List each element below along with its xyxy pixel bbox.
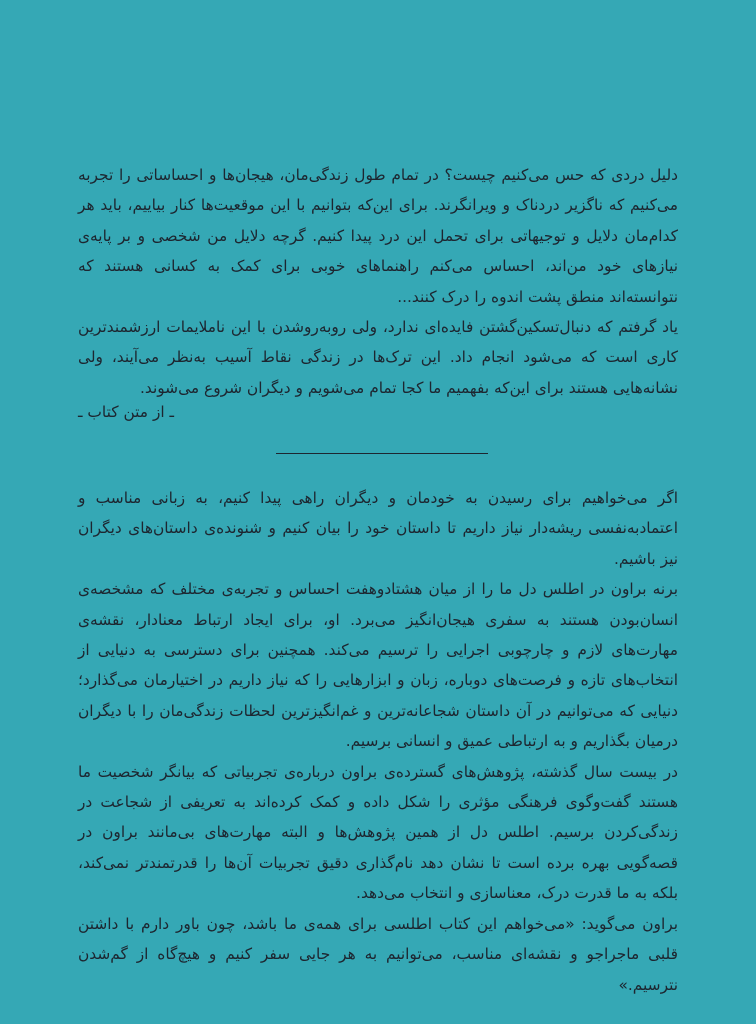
description-paragraph-1: اگر می‌خواهیم برای رسیدن به خودمان و دیگران راهی پیدا کنیم، به زبانی مناسب و اعتمادبه‌نفسی ریشه‌دار نیاز داریم تا داستان خود را بیان کنیم و شنونده‌ی داستان‌های دیگران نیز باشیم. [78,489,678,568]
excerpt-paragraph-1: دلیل دردی که حس می‌کنیم چیست؟ در تمام طول زندگی‌مان، هیجان‌ها و احساساتی را تجربه می‌کنیم که ناگزیر دردناک و ویرانگرند. برای این‌که بتوانیم با این موقعیت‌ها کنار بیاییم، باید هر کدام‌مان دلایل و توجیهاتی برای تحمل این درد پیدا کنیم. گرچه دلایل من شخصی و بر پایه‌ی نیازهای خود من‌اند، احساس می‌کنم راهنماهای خوبی برای کمک به کسانی هستند که نتوانسته‌اند منطق پشت اندوه را درک کنند... [78,166,678,306]
book-description [78,483,678,1000]
section-divider [276,453,488,454]
description-paragraph-4: براون می‌گوید: «می‌خواهم این کتاب اطلسی برای همه‌ی ما باشد، چون باور دارم با داشتن قلبی ماجراجو و نقشه‌ای مناسب، می‌توانیم به هر جایی سفر کنیم و هیچ‌گاه از گم‌شدن نترسیم.» [78,914,678,994]
description-paragraph-3: در بیست سال گذشته، پژوهش‌های گسترده‌ی براون درباره‌ی تجربیاتی که بیانگر شخصیت ما هستند گفت‌وگوی فرهنگی مؤثری را شکل داده و کمک کرده‌اند به تعریفی از شجاعت در زندگی‌کردن برسیم. اطلس دل از همین پژوهش‌ها و البته مهارت‌های بی‌مانند براون در قصه‌گویی بهره برده است تا نشان دهد نام‌گذاری دقیق تجربیات آن‌ها را قدرتمندتر نمی‌کند، بلکه به ما قدرت درک، معناسازی و انتخاب می‌دهد. [78,762,678,903]
book-excerpt [78,160,678,403]
excerpt-paragraph-2: یاد گرفتم که دنبال‌تسکین‌گشتن فایده‌ای ندارد، ولی روبه‌روشدن با این ناملایمات ارزشمندترین کاری است که می‌شود انجام داد. این ترک‌ها در زندگی نقاط آسیب به‌نظر می‌آیند، ولی نشانه‌هایی هستند برای این‌که بفهمیم ما کجا تمام می‌شویم و دیگران شروع می‌شوند. [78,318,678,397]
excerpt-attribution: ـ از متن کتاب ـ [78,403,175,421]
description-paragraph-2: برنه براون در اطلس دل ما را از میان هشتادوهفت احساس و تجربه‌ی مختلف که مشخصه‌ی انسان‌بودن هستند به سفری هیجان‌انگیز می‌برد. او، برای ایجاد ارتباط معنادار، نقشه‌ی مهارت‌های لازم و چارچوبی اجرایی را ترسیم می‌کند. همچنین برای دسترسی به دنیایی از انتخاب‌های تازه و فرصت‌های دوباره، زبان و ابزارهایی را که نیاز داریم در اختیارمان می‌گذارد؛ دنیایی که می‌توانیم در آن داستان شجاعانه‌ترین و غم‌انگیزترین لحظات زندگی‌مان را با دیگران درمیان بگذاریم و به ارتباطی عمیق و انسانی برسیم. [78,580,678,751]
